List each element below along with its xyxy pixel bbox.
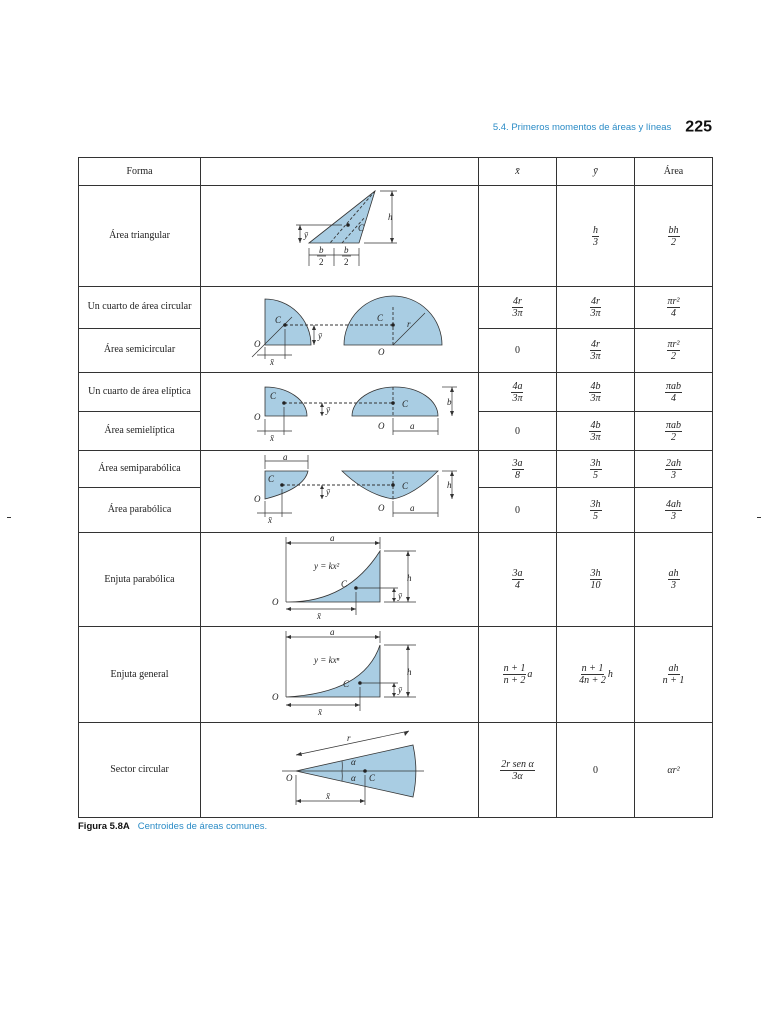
y-cell: 0 — [557, 723, 635, 818]
triangle-figure — [202, 186, 478, 283]
area-value: $\frac{ah}{n + 1}$ — [662, 663, 685, 686]
sector-figure — [202, 723, 478, 814]
shape-label: Sector circular — [110, 764, 169, 775]
ybar-label: ȳ — [397, 685, 402, 695]
elliptical-figure — [202, 373, 478, 447]
header-x: x̄ — [479, 158, 557, 186]
table-row — [79, 627, 713, 723]
table-row — [79, 287, 713, 329]
x-cell — [479, 186, 557, 287]
y-value: $\frac{4r}{3\pi}$ — [590, 295, 601, 319]
x-value: $\frac{\text{2r sen α}}{3\alpha}$ — [501, 758, 534, 782]
circular-figure — [202, 287, 478, 369]
figure-caption — [78, 821, 267, 832]
semi-axis-a-label: a — [409, 421, 414, 431]
centroid-label-1: C — [267, 474, 274, 484]
width-label: a — [329, 627, 334, 637]
x-cell — [479, 287, 557, 329]
caption-text: Centroides de áreas comunes. — [137, 821, 268, 832]
area-value: $\frac{2ah}{3}$ — [666, 457, 681, 481]
ybar-label: ȳ — [317, 331, 322, 341]
figure-cell — [201, 723, 479, 818]
y-value: $\frac{4b}{3\pi}$ — [590, 380, 601, 404]
centroid-label: C — [340, 579, 347, 589]
y-cell — [557, 373, 635, 412]
table-row — [79, 451, 713, 488]
shape-label: Área semicircular — [103, 344, 176, 356]
figure-cell — [201, 451, 479, 533]
figure-cell — [201, 533, 479, 627]
area-cell — [635, 451, 713, 488]
height-label: h — [406, 667, 411, 677]
shape-label: Un cuarto de área circular — [87, 301, 192, 313]
figure-cell — [201, 287, 479, 373]
shape-label: Área semiparabólica — [98, 463, 181, 474]
x-value: $\frac{3a}{8}$ — [512, 457, 523, 481]
xbar-label: x̄ — [269, 433, 274, 443]
origin-label: O — [285, 773, 292, 783]
centroid-label-1: C — [274, 315, 281, 325]
section-title: 5.4. Primeros momentos de áreas y líneas — [492, 121, 672, 133]
y-value: $\frac{4r}{3\pi}$ — [590, 338, 601, 362]
x-cell — [479, 723, 557, 818]
area-cell — [635, 488, 713, 533]
ybar-label: ȳ — [325, 405, 330, 415]
y-value: $\frac{4b}{3\pi}$ — [590, 419, 601, 443]
y-cell — [557, 328, 635, 372]
figure-cell — [201, 373, 479, 451]
centroid-label-2: C — [401, 481, 408, 491]
x-cell: 0 — [479, 412, 557, 451]
centroid-label: C — [368, 773, 375, 783]
origin-label: O — [271, 692, 278, 702]
half-base-label-2: b — [343, 245, 348, 255]
ybar-label: ȳ — [325, 487, 330, 497]
centroid-label-2: C — [401, 399, 408, 409]
parabolic-figure — [202, 451, 478, 529]
x-cell: 0 — [479, 328, 557, 372]
shape-label: Área parabólica — [107, 504, 172, 515]
header-figure — [201, 158, 479, 186]
origin-label-2: O — [377, 503, 384, 513]
y-cell — [557, 412, 635, 451]
header-row — [79, 158, 713, 186]
y-cell — [557, 186, 635, 287]
centroid-label: C — [342, 679, 349, 689]
figure-cell — [201, 627, 479, 723]
left-edge-mark — [7, 517, 11, 518]
height-label: h — [406, 573, 411, 583]
centroid-label: C — [357, 223, 364, 233]
spandrel-figure — [202, 533, 478, 623]
y-cell — [557, 488, 635, 533]
header-y: ȳ — [557, 158, 635, 186]
x-value: $\frac{4a}{3\pi}$ — [512, 380, 523, 404]
origin-label-1: O — [253, 494, 260, 504]
figure-cell — [201, 186, 479, 287]
area-cell — [635, 186, 713, 287]
area-cell — [635, 373, 713, 412]
y-cell — [557, 533, 635, 627]
area-value: $\frac{\text{πab}}{4}$ — [665, 380, 681, 404]
general-spandrel-figure — [202, 627, 478, 719]
width-label: a — [329, 533, 334, 543]
y-cell — [557, 287, 635, 329]
area-cell — [635, 412, 713, 451]
shape-label: Enjuta parabólica — [104, 573, 175, 585]
curve-equation: y = kx² — [313, 561, 339, 571]
centroid-label-1: C — [269, 391, 276, 401]
angle-label-2: α — [350, 773, 356, 783]
y-value: $\frac{3h}{5}$ — [590, 498, 601, 522]
area-cell: αr² — [635, 723, 713, 818]
centroids-table — [78, 157, 713, 818]
half-base-den-1: 2 — [318, 257, 323, 267]
angle-label-1: α — [350, 757, 356, 767]
x-value: $\frac{3a}{4}$ — [512, 568, 523, 591]
area-cell — [635, 328, 713, 372]
curve-equation: y = kxⁿ — [313, 655, 339, 665]
table-row — [79, 186, 713, 287]
height-label: h — [446, 480, 451, 490]
y-value: $\frac{3h}{10}$ — [590, 568, 601, 591]
running-head — [0, 118, 712, 136]
area-cell — [635, 627, 713, 723]
table-row — [79, 533, 713, 627]
height-label: h — [387, 212, 392, 222]
page-number: 225 — [685, 118, 712, 136]
x-cell — [479, 627, 557, 723]
area-value: $\frac{ah}{3}$ — [668, 568, 679, 591]
half-width-label: a — [409, 503, 414, 513]
x-value: $\frac{n + 1}{n + 2}$ — [503, 663, 526, 686]
xbar-label: x̄ — [269, 357, 274, 367]
table-row — [79, 723, 713, 818]
y-cell — [557, 627, 635, 723]
y-value: $\frac{n + 1}{4n + 2}$ — [579, 663, 606, 686]
origin-label: O — [271, 597, 278, 607]
xbar-label: x̄ — [325, 791, 330, 801]
xbar-label: x̄ — [267, 515, 272, 525]
area-value: $\frac{\text{πr²}}{2}$ — [667, 338, 680, 362]
right-edge-mark — [757, 517, 761, 518]
origin-label-1: O — [253, 412, 260, 422]
radius-label: r — [406, 319, 411, 329]
shape-label: Área triangular — [109, 230, 170, 241]
half-base-den-2: 2 — [343, 257, 348, 267]
table-row — [79, 373, 713, 412]
semi-axis-b-label: b — [446, 397, 451, 407]
caption-label: Figura 5.8A — [78, 821, 130, 832]
origin-label-2: O — [377, 421, 384, 431]
shape-label: Área semielíptica — [104, 425, 175, 436]
x-tail: a — [527, 669, 533, 680]
area-cell — [635, 533, 713, 627]
centroid-label-2: C — [376, 313, 383, 323]
y-tail: h — [607, 669, 613, 680]
xbar-label: x̄ — [317, 707, 322, 717]
y-value: $\frac{3h}{5}$ — [590, 457, 601, 481]
radius-label: r — [346, 733, 351, 743]
x-cell — [479, 533, 557, 627]
ybar-label: ȳ — [303, 230, 308, 240]
shape-label: Un cuarto de área elíptica — [88, 386, 191, 397]
ybar-label: ȳ — [397, 591, 402, 601]
shape-label: Enjuta general — [110, 668, 169, 680]
area-cell — [635, 287, 713, 329]
xbar-label: x̄ — [316, 611, 321, 621]
area-value: $\frac{bh}{2}$ — [668, 224, 679, 248]
origin-label-2: O — [377, 347, 384, 357]
x-cell: 0 — [479, 488, 557, 533]
y-value: $\frac{h}{3}$ — [593, 224, 598, 248]
y-cell — [557, 451, 635, 488]
area-value: $\frac{\text{πr²}}{4}$ — [667, 295, 680, 319]
header-area: Área — [635, 158, 713, 186]
x-cell — [479, 451, 557, 488]
top-width-label: a — [282, 452, 287, 462]
area-value: $\frac{\text{πab}}{2}$ — [665, 419, 681, 443]
x-cell — [479, 373, 557, 412]
x-value: $\frac{4r}{3\pi}$ — [512, 295, 523, 319]
origin-label-1: O — [253, 339, 260, 349]
half-base-label-1: b — [318, 245, 323, 255]
header-shape: Forma — [79, 158, 201, 186]
area-value: $\frac{4ah}{3}$ — [666, 498, 681, 522]
